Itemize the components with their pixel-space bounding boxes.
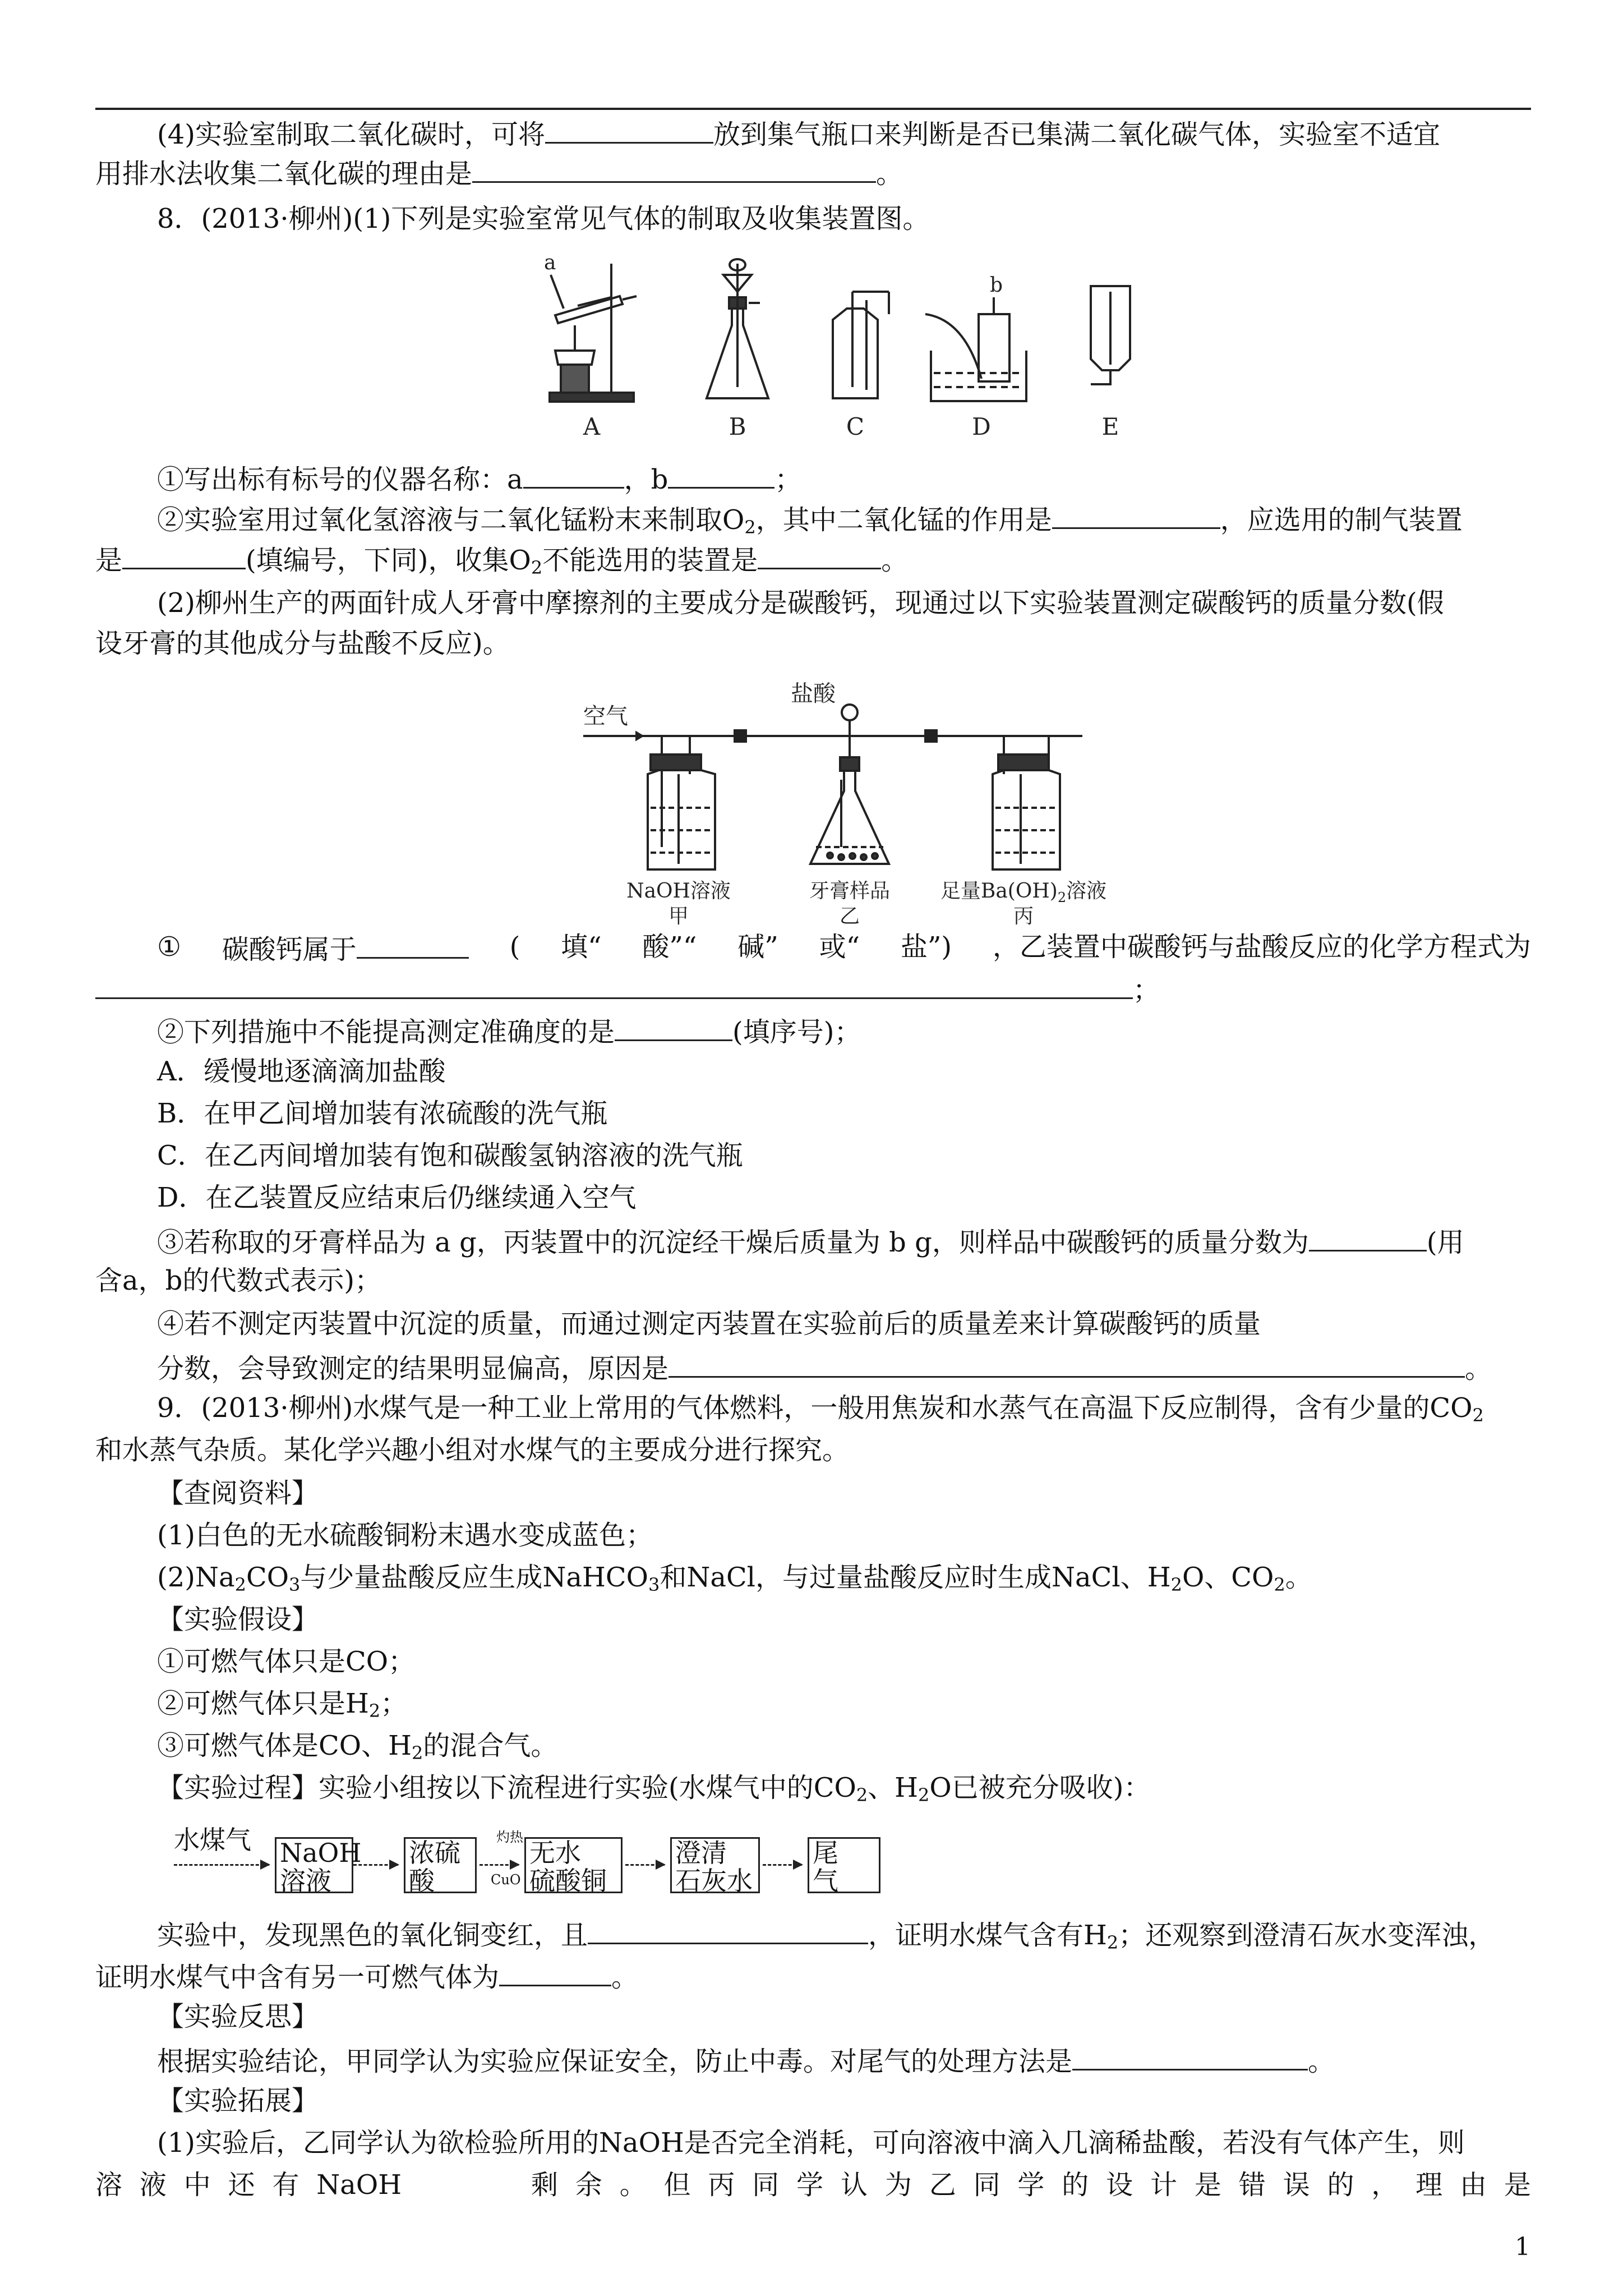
word: 学: [1017, 2169, 1045, 2201]
text: ③若称取的牙膏样品为 a g，丙装置中的沉淀经干燥后质量为 b g，则样品中碳酸钙的质量分数为: [157, 1227, 1309, 1258]
subscript: 2: [531, 557, 543, 578]
mark-a: a: [544, 252, 556, 274]
text: 不能选用的装置是: [542, 545, 758, 576]
label-d: D: [972, 413, 991, 440]
bing-reagent: 足量$Ba(OH)_2$溶液: [940, 880, 1107, 905]
bing-label: 丙: [1013, 905, 1034, 928]
flow-box-tailgas: 尾 气: [808, 1837, 880, 1893]
label-e: E: [1101, 413, 1119, 440]
word: 错: [1238, 2169, 1266, 2201]
text: 填“: [561, 931, 602, 963]
flow-arrow: [479, 1864, 519, 1866]
q8-2-q1-line1: [157, 930, 1531, 967]
hypothesis-1: ①可燃气体只是CO；: [157, 1646, 416, 1677]
text: 放到集气瓶口来判断是否已集满二氧化碳气体，实验室不适宜: [713, 119, 1441, 150]
page-number: 1: [1515, 2233, 1530, 2261]
answer-blank[interactable]: [122, 541, 246, 569]
reference-1: (1)白色的无水硫酸铜粉末遇水变成蓝色；: [157, 1520, 653, 1551]
word: 为: [884, 2169, 912, 2201]
flow-box-limewater: 澄清 石灰水: [670, 1837, 760, 1893]
yi-reagent: 牙膏样品: [809, 880, 891, 903]
label-a: A: [583, 413, 601, 440]
yi-label: 乙: [839, 905, 860, 928]
option-a: A．缓慢地逐滴滴加盐酸: [157, 1056, 446, 1087]
option-b: B．在甲乙间增加装有浓硫酸的洗气瓶: [157, 1098, 608, 1129]
word: 计: [1150, 2169, 1178, 2201]
observation-line2: 证明水煤气中含有另一可燃气体为 。: [95, 1958, 1531, 1994]
word: 中: [183, 2169, 211, 2201]
text: 碳酸钙属于: [222, 930, 469, 967]
word: 同: [752, 2169, 780, 2201]
subscript: 2: [1472, 1405, 1484, 1426]
text: (填编号，下同)，收集O: [246, 545, 531, 576]
jia-label: 甲: [668, 905, 689, 928]
hypothesis-2: ②可燃气体只是$H_2$；: [157, 1688, 408, 1722]
q8-2-line2: 设牙膏的其他成分与盐酸不反应)。: [95, 628, 510, 659]
apparatus-d: [925, 297, 1026, 401]
q8-heading: 8．(2013·柳州)(1)下列是实验室常见气体的制取及收集装置图。: [157, 203, 930, 234]
gas-apparatus-figure: [538, 252, 1155, 443]
extension-line1: (1)实验后，乙同学认为欲检验所用的NaOH是否完全消耗，可向溶液中滴入几滴稀盐酸，若没有气体产生，则: [157, 2127, 1465, 2159]
reflection-line: 根据实验结论，甲同学认为实验应保证安全，防止中毒。对尾气的处理方法是 。: [157, 2042, 1531, 2078]
word: 还: [228, 2169, 255, 2201]
heat-label: 灼热: [496, 1829, 523, 1845]
word: 误: [1283, 2169, 1310, 2201]
extension-line2-words: [95, 2168, 1531, 2202]
q8-2-q1-line2: [95, 970, 1531, 1007]
text: 是: [95, 545, 123, 576]
hypothesis-3: ③可燃气体是CO、$H_2$的混合气。: [157, 1730, 558, 1764]
q8-1-s1: [157, 460, 1531, 496]
answer-blank[interactable]: [668, 460, 774, 489]
text: 酸”“: [642, 931, 697, 963]
heading-reference: 【查阅资料】: [157, 1478, 319, 1509]
q7-4-line1: [157, 115, 1531, 151]
text: 。: [881, 545, 909, 576]
text: 用排水法收集二氧化碳的理由是: [95, 158, 473, 190]
q7-4-line2: [95, 154, 1531, 191]
text: 。: [1465, 1353, 1492, 1384]
text: 碱”: [737, 931, 778, 963]
text: (4)实验室制取二氧化碳时，可将: [157, 119, 545, 150]
header-rule: [95, 108, 1531, 110]
flow-box-cuso4: 无水 硫酸铜: [524, 1837, 623, 1893]
word: 剩: [531, 2169, 558, 2201]
text: 分数，会导致测定的结果明显偏高，原因是: [157, 1353, 669, 1384]
q8-2-q4-line2: [157, 1349, 1531, 1386]
word: 。: [619, 2169, 647, 2201]
cuo-label: CuO: [491, 1872, 521, 1888]
word: ，: [1371, 2169, 1399, 2201]
text: (: [509, 931, 520, 963]
q9-line1: [157, 1391, 1531, 1432]
answer-blank[interactable]: [545, 115, 713, 144]
word: 的: [1062, 2169, 1089, 2201]
air-label: 空气: [583, 703, 628, 729]
apparatus-b: [707, 259, 768, 398]
mark-b: b: [990, 274, 1003, 297]
answer-blank[interactable]: [523, 460, 624, 489]
heading-extension: 【实验拓展】: [157, 2085, 319, 2116]
word: 认: [840, 2169, 868, 2201]
text: ，其中二氧化锰的作用是: [755, 504, 1052, 536]
answer-blank[interactable]: [588, 1916, 868, 1944]
acid-label: 盐酸: [791, 681, 836, 707]
q9-line2: 和水蒸气杂质。某化学兴趣小组对水煤气的主要成分进行探究。: [95, 1434, 850, 1466]
text: 盐”): [900, 931, 952, 963]
word: 丙: [708, 2169, 735, 2201]
apparatus-a: [550, 264, 637, 402]
q8-1-s2-line1: [157, 500, 1531, 544]
reference-2: $(2)Na_2CO_3$与少量盐酸反应生成NaHCO$_3$和NaCl，与过量盐酸反应时生成NaCl、$H_2O$、$CO_2$。: [157, 1562, 1312, 1595]
answer-blank[interactable]: [1072, 2042, 1308, 2070]
flow-box-naoh: NaOH 溶液: [275, 1837, 353, 1893]
text: (填序号)；: [732, 1016, 861, 1048]
flow-arrow: [353, 1864, 398, 1866]
answer-blank[interactable]: [499, 1958, 611, 1986]
word: 是: [1194, 2169, 1221, 2201]
word: 是: [1504, 2169, 1531, 2201]
word: 液: [139, 2169, 167, 2201]
flow-arrow: [625, 1864, 665, 1866]
text: (用: [1426, 1227, 1464, 1258]
flow-arrow: [763, 1864, 802, 1866]
extension-line2: [95, 2168, 1531, 2202]
experiment-flow-diagram: [168, 1826, 897, 1910]
answer-blank[interactable]: [357, 930, 469, 959]
word: 设: [1106, 2169, 1133, 2201]
text: ①: [157, 931, 182, 963]
q8-2-q3-line2: 含a，b的代数式表示)；: [95, 1265, 382, 1296]
flow-arrow: [174, 1864, 269, 1866]
q8-2-line1: (2)柳州生产的两面针成人牙膏中摩擦剂的主要成分是碳酸钙，现通过以下实验装置测定碳酸钙的质量分数(假: [157, 587, 1444, 619]
answer-blank[interactable]: [1052, 500, 1220, 529]
text: 9．(2013·柳州)水煤气是一种工业上常用的气体燃料，一般用焦炭和水蒸气在高温下反应制得，含有少量的CO: [157, 1392, 1473, 1424]
jia-reagent: NaOH溶液: [626, 880, 731, 903]
label-c: C: [846, 413, 865, 440]
option-d: D．在乙装置反应结束后仍继续通入空气: [157, 1182, 637, 1213]
q8-1-s2-line2: [95, 541, 1531, 585]
answer-blank[interactable]: [472, 154, 876, 183]
text: 或“: [819, 931, 860, 963]
heading-hypothesis: 【实验假设】: [157, 1604, 319, 1635]
answer-blank[interactable]: [95, 970, 1133, 999]
option-c: C．在乙丙间增加装有饱和碳酸氢钠溶液的洗气瓶: [157, 1140, 743, 1171]
word: 理: [1415, 2169, 1443, 2201]
q8-2-q3-line1: [157, 1223, 1531, 1259]
answer-blank[interactable]: [615, 1013, 732, 1041]
text: ②下列措施中不能提高测定准确度的是: [157, 1016, 615, 1048]
apparatus-c: [833, 292, 889, 398]
text: ，b: [624, 464, 668, 495]
word: 学: [796, 2169, 824, 2201]
q8-2-q2: [157, 1013, 1531, 1049]
text: 。: [876, 158, 903, 190]
word: 溶: [95, 2169, 123, 2201]
text: ，乙装置中碳酸钙与盐酸反应的化学方程式为: [992, 931, 1531, 963]
subscript: 2: [744, 517, 756, 538]
q8-2-q4-line1: ④若不测定丙装置中沉淀的质量，而通过测定丙装置在实验前后的质量差来计算碳酸钙的质量: [157, 1308, 1261, 1340]
word: 有: [272, 2169, 299, 2201]
word: 的: [1327, 2169, 1354, 2201]
word: 由: [1460, 2169, 1487, 2201]
apparatus-labels: [583, 413, 1119, 440]
text: ①写出标有标号的仪器名称：a: [157, 464, 523, 495]
answer-blank[interactable]: [758, 541, 881, 569]
word: NaOH: [316, 2169, 402, 2201]
text: ；: [774, 464, 802, 495]
text: ②实验室用过氧化氢溶液与二氧化锰粉末来制取O: [157, 504, 745, 536]
heading-procedure: 【实验过程】实验小组按以下流程进行实验(水煤气中的$CO_2$、$H_2O$已被充分吸收)：: [157, 1772, 1151, 1806]
text: ，应选用的制气装置: [1220, 504, 1463, 536]
caco3-apparatus-figure: [566, 679, 1155, 931]
word: 同: [973, 2169, 1000, 2201]
flow-start-label: 水煤气: [174, 1825, 251, 1855]
word: 乙: [929, 2169, 956, 2201]
heading-reflection: 【实验反思】: [157, 2001, 319, 2032]
answer-blank[interactable]: [1309, 1223, 1427, 1251]
word: 余: [575, 2169, 602, 2201]
word: 但: [663, 2169, 691, 2201]
text: ；: [1133, 974, 1160, 1006]
answer-blank[interactable]: [668, 1349, 1465, 1378]
flow-box-h2so4: 浓硫 酸: [404, 1837, 477, 1893]
observation-line1: 实验中，发现黑色的氧化铜变红，且 ，证明水煤气含有$H_2$；还观察到澄清石灰水变浑浊，: [157, 1916, 1531, 1959]
label-b: B: [728, 413, 746, 440]
apparatus-e: [1091, 286, 1130, 384]
